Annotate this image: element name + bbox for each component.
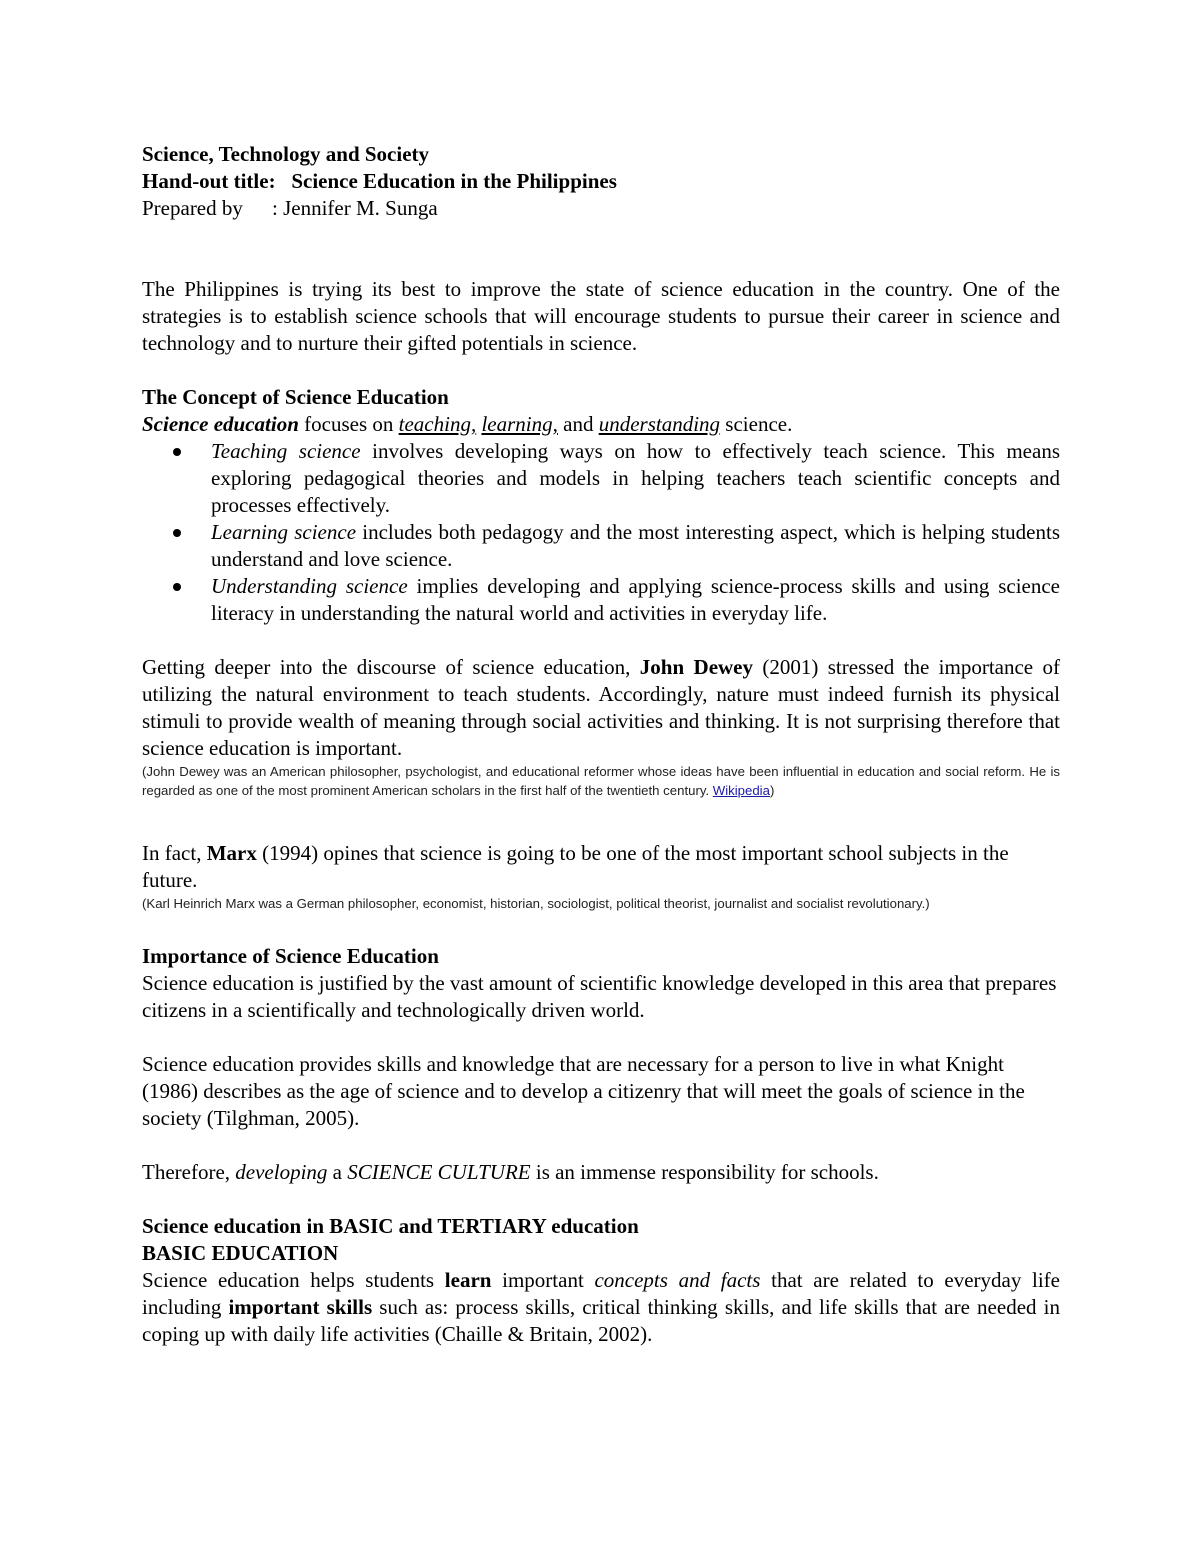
handout-label: Hand-out title:: [142, 169, 276, 193]
dewey-name: John Dewey: [639, 655, 754, 679]
dewey-text: (2001) stressed the importance of utilizing the natural environment to teach students. Accordingly, nature must indeed furnish its physical stimuli to provide wealth of meaning through social activities and thinking. It is not surprising therefore that science education is important.: [142, 655, 1060, 760]
def-end: science.: [720, 412, 793, 436]
intro-paragraph: The Philippines is trying its best to improve the state of science education in the country. One of the strategies is to establish science schools that will encourage students to pursue their career in science and technology and to nurture their gifted potentials in science.: [142, 277, 1060, 355]
basic-i1: concepts and facts: [594, 1268, 761, 1292]
dewey-note-end: ): [769, 783, 775, 798]
basic-t1: Science education helps students: [142, 1268, 445, 1292]
dewey-paragraph: [142, 654, 1060, 762]
importance-p1: Science education is justified by the vast amount of scientific knowledge developed in this area that prepares citizens in a scientifically and technologically driven world.: [142, 971, 1057, 1022]
def-term: Science education: [142, 412, 299, 436]
p3-em2: SCIENCE CULTURE: [347, 1160, 531, 1184]
basic-b1: learn: [444, 1268, 492, 1292]
bullet-text: involves developing ways on how to effectively teach science. This means exploring pedagogical theories and models in helping teachers teach scientific concepts and processes effectively.: [211, 439, 1060, 517]
basic-t2: important: [491, 1268, 595, 1292]
concept-bullet-list: [142, 438, 1060, 627]
def-learning: learning,: [481, 412, 558, 436]
bullet-term: Learning science: [211, 520, 357, 544]
dewey-pre: Getting deeper into the discourse of science education,: [142, 655, 640, 679]
def-and: and: [557, 412, 599, 436]
basic-t3: that are related to everyday life including: [142, 1268, 1060, 1319]
basic-tertiary-heading: Science education in BASIC and TERTIARY education: [142, 1214, 639, 1238]
concept-definition: [142, 411, 1060, 438]
prepared-separator: :: [272, 196, 278, 220]
dewey-note-text: (John Dewey was an American philosopher, psychologist, and educational reformer whose ideas have been influential in education and social reform. He is regarded as one of the most prominent American scholars in the first half of the twentieth century.: [142, 764, 1060, 798]
bullet-text: implies developing and applying science-process skills and using science literacy in understanding the natural world and activities in everyday life.: [211, 574, 1061, 625]
bullet-understanding: [211, 573, 1060, 627]
basic-education-subheading: BASIC EDUCATION: [142, 1241, 339, 1265]
concept-heading: The Concept of Science Education: [142, 385, 449, 409]
p3-em1: developing: [235, 1160, 328, 1184]
bullet-learning: [211, 519, 1060, 573]
def-understanding: understanding: [598, 412, 721, 436]
p3-mid: a: [327, 1160, 348, 1184]
dewey-note: [142, 762, 1060, 800]
marx-name: Marx: [206, 841, 257, 865]
def-text: focuses on: [298, 412, 399, 436]
prepared-label: Prepared by: [142, 196, 243, 220]
handout-title: Science Education in the Philippines: [291, 169, 617, 193]
bullet-term: Teaching science: [211, 439, 361, 463]
p3-pre: Therefore,: [142, 1160, 236, 1184]
author-name: Jennifer M. Sunga: [283, 196, 438, 220]
importance-heading: Importance of Science Education: [142, 944, 439, 968]
marx-pre: In fact,: [142, 841, 207, 865]
bullet-term: Understanding science: [211, 574, 408, 598]
bullet-text: includes both pedagogy and the most interesting aspect, which is helping students understand and love science.: [211, 520, 1061, 571]
marx-text: (1994) opines that science is going to be one of the most important school subjects in the future.: [142, 841, 1009, 892]
basic-b2: important skills: [228, 1295, 373, 1319]
def-teaching: teaching,: [398, 412, 477, 436]
basic-paragraph: [142, 1267, 1060, 1348]
wikipedia-link[interactable]: Wikipedia: [712, 783, 770, 798]
prepared-by-line: [142, 195, 1060, 222]
handout-title-line: [142, 168, 1060, 195]
importance-p2: Science education provides skills and knowledge that are necessary for a person to live in what Knight (1986) describes as the age of science and to develop a citizenry that will meet the goals of science in the society (Tilghman, 2005).: [142, 1052, 1025, 1130]
course-title: Science, Technology and Society: [142, 142, 430, 166]
marx-paragraph: [142, 840, 1060, 894]
marx-note: (Karl Heinrich Marx was a German philosopher, economist, historian, sociologist, political theorist, journalist and socialist revolutionary.): [142, 896, 930, 911]
handout-page: [142, 141, 1060, 1348]
basic-t4: such as: process skills, critical thinking skills, and life skills that are needed in coping up with daily life activities (Chaille & Britain, 2002).: [142, 1295, 1060, 1346]
importance-p3: [142, 1159, 1060, 1186]
bullet-teaching: [211, 438, 1060, 519]
p3-end: is an immense responsibility for schools.: [530, 1160, 879, 1184]
